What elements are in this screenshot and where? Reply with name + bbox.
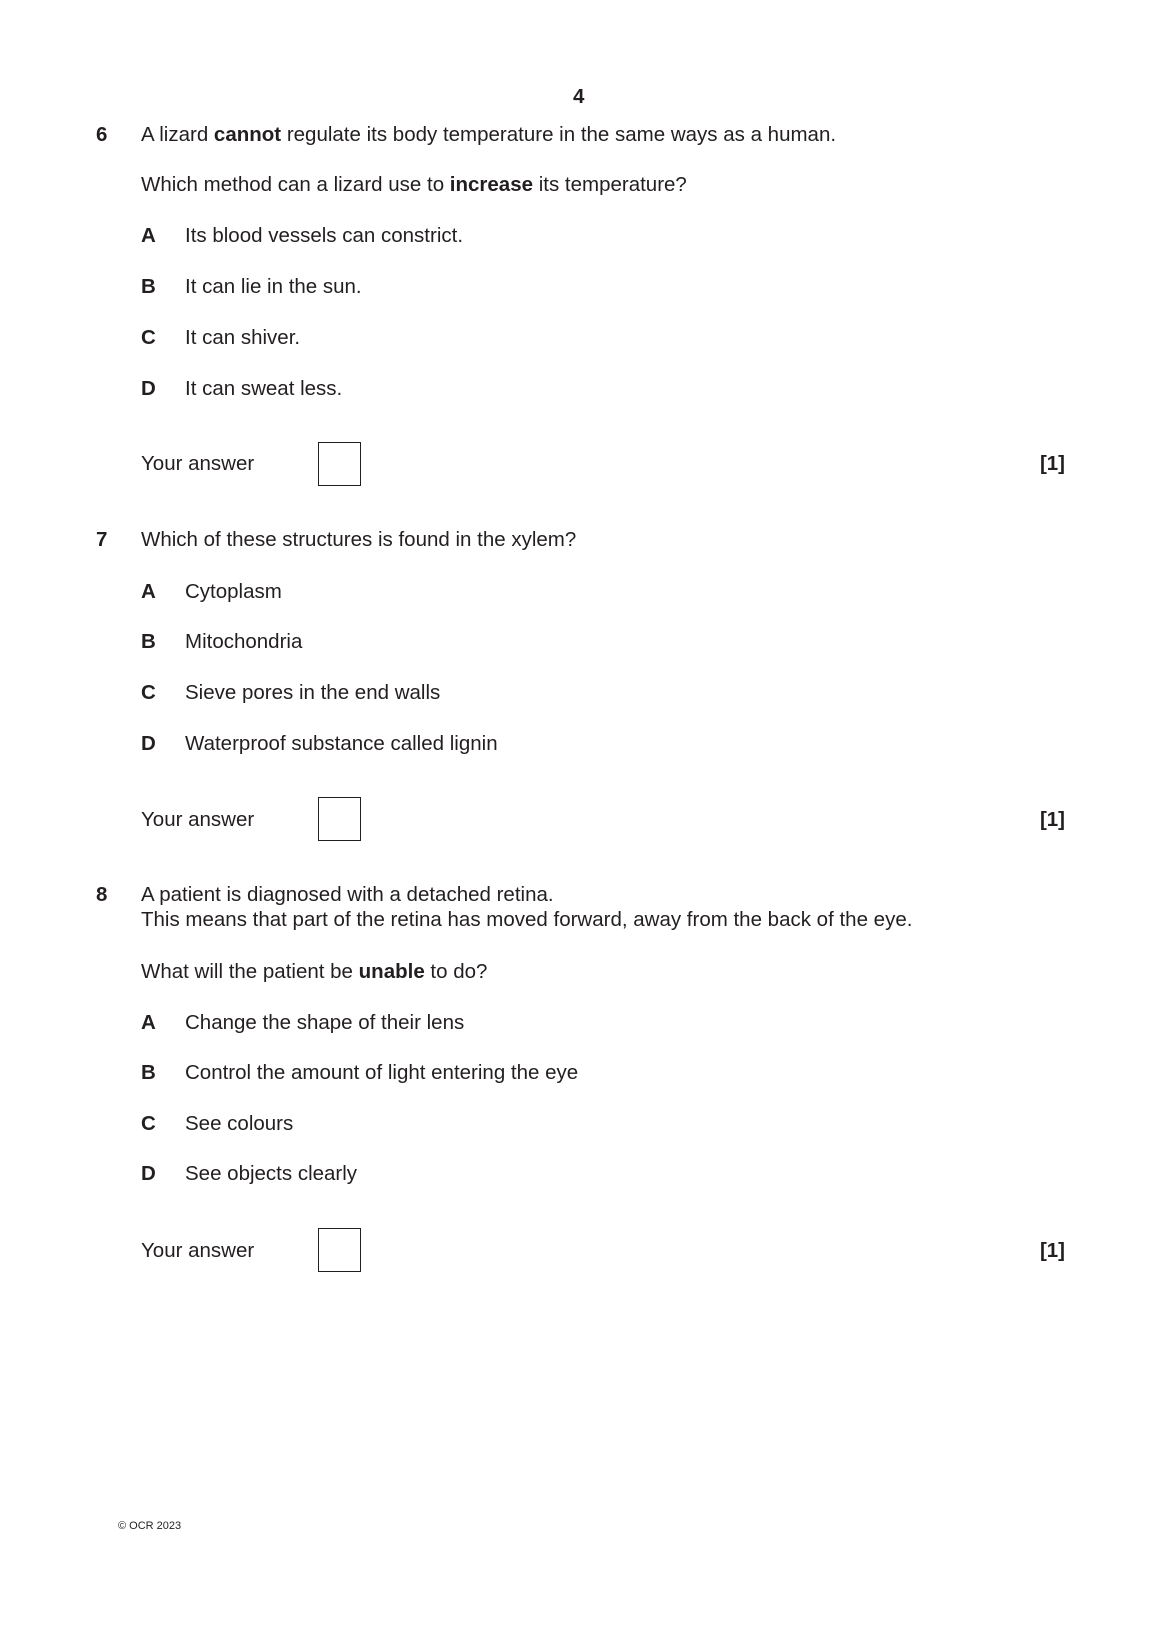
option-text: Mitochondria <box>185 630 303 653</box>
option-text: Change the shape of their lens <box>185 1011 465 1034</box>
prompt-text: What will the patient be <box>141 960 359 983</box>
answer-box[interactable] <box>318 442 361 486</box>
option-text: It can sweat less. <box>185 377 343 400</box>
option-text: It can lie in the sun. <box>185 275 362 298</box>
option-text: Control the amount of light entering the eye <box>185 1061 579 1084</box>
prompt-text: Which method can a lizard use to <box>141 173 450 196</box>
stem-emphasis: cannot <box>213 123 282 146</box>
marks: [1] <box>1039 808 1065 831</box>
question-stem <box>141 123 836 147</box>
answer-box[interactable] <box>318 797 361 841</box>
option-text: Waterproof substance called lignin <box>185 732 498 755</box>
marks: [1] <box>1039 452 1065 475</box>
option-letter: C <box>141 1112 156 1135</box>
copyright-footer: © OCR 2023 <box>118 1520 182 1532</box>
question-prompt <box>141 173 687 197</box>
question-number: 6 <box>96 123 108 146</box>
option-letter: D <box>141 1162 156 1185</box>
question-stem: Which of these structures is found in the xylem? <box>141 528 577 551</box>
option-letter: C <box>141 326 156 349</box>
page-number: 4 <box>573 85 585 108</box>
answer-box[interactable] <box>318 1228 361 1272</box>
option-text: Cytoplasm <box>185 580 282 603</box>
option-letter: C <box>141 681 156 704</box>
option-letter: A <box>141 1011 156 1034</box>
option-letter: B <box>141 630 156 653</box>
option-text: See objects clearly <box>185 1162 358 1185</box>
question-number: 8 <box>96 883 108 906</box>
stem-text: A lizard <box>141 123 214 146</box>
option-letter: A <box>141 580 156 603</box>
question-number: 7 <box>96 528 108 551</box>
option-text: Sieve pores in the end walls <box>185 681 441 704</box>
answer-label: Your answer <box>141 1239 255 1262</box>
question-prompt <box>141 960 487 984</box>
prompt-text: to do? <box>424 960 488 983</box>
prompt-emphasis: increase <box>449 173 533 196</box>
option-letter: B <box>141 1061 156 1084</box>
option-letter: D <box>141 377 156 400</box>
answer-label: Your answer <box>141 808 255 831</box>
answer-label: Your answer <box>141 452 255 475</box>
stem-text: regulate its body temperature in the same ways as a human. <box>281 123 837 146</box>
option-text: See colours <box>185 1112 294 1135</box>
option-text: It can shiver. <box>185 326 301 349</box>
option-letter: D <box>141 732 156 755</box>
marks: [1] <box>1039 1239 1065 1262</box>
option-letter: B <box>141 275 156 298</box>
option-text: Its blood vessels can constrict. <box>185 224 464 247</box>
prompt-emphasis: unable <box>358 960 425 983</box>
question-stem-line2: This means that part of the retina has moved forward, away from the back of the eye. <box>141 908 913 931</box>
question-stem-line1: A patient is diagnosed with a detached retina. <box>141 883 554 906</box>
prompt-text: its temperature? <box>533 173 687 196</box>
option-letter: A <box>141 224 156 247</box>
